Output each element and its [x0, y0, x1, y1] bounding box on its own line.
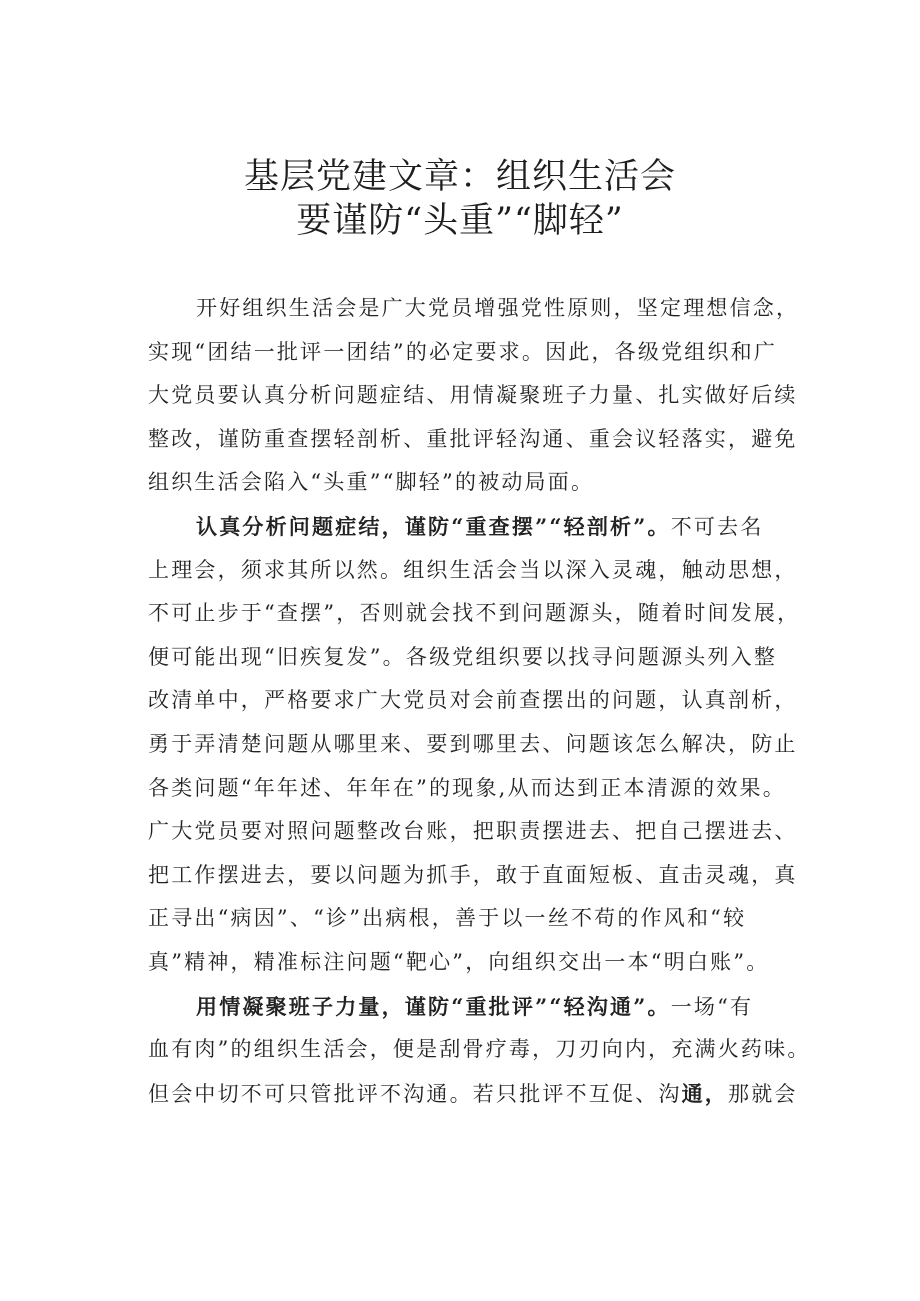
body-line-text: 一场“有 [670, 994, 754, 1019]
body-line-text: 大党员要认真分析问题症结、用情凝聚班子力量、扎实做好后续 [148, 383, 798, 408]
body-line-text-tail: 那就会 [728, 1081, 798, 1106]
body-line-text: 组织生活会陷入“头重”“脚轻”的被动局面。 [148, 470, 595, 495]
body-line [148, 287, 810, 331]
body-line-text: 广大党员要对照问题整改台账，把职责摆进去、把自己摆进去、 [148, 819, 798, 844]
body-line-bold-fragment: 通， [681, 1080, 729, 1106]
body-line-text: 开好组织生活会是广大党员增强党性原则，坚定理想信念， [196, 296, 800, 320]
body-line [148, 461, 810, 505]
body-line [148, 679, 810, 723]
document-title-line-2: 要谨防“头重”“脚轻” [296, 201, 624, 241]
body-line [148, 374, 810, 418]
body-line [148, 331, 810, 375]
body-line-text: 上理会，须求其所以然。组织生活会当以深入灵魂，触动思想， [148, 557, 798, 582]
document-body [148, 287, 810, 1115]
body-line-text: 各类问题“年年述、年年在”的现象,从而达到正本清源的效果。 [148, 775, 786, 800]
document-title-line-1: 基层党建文章：组织生活会 [243, 157, 676, 197]
body-line-text: 勇于弄清楚问题从哪里来、要到哪里去、问题该怎么解决，防止 [148, 731, 798, 756]
body-line [148, 985, 810, 1029]
body-line [148, 854, 810, 898]
body-line-text: 正寻出“病因”、“诊”出病根，善于以一丝不苟的作风和“较 [148, 906, 747, 931]
body-line [148, 592, 810, 636]
body-line-text: 但会中切不可只管批评不沟通。若只批评不互促、沟 [148, 1081, 682, 1106]
body-line [148, 941, 810, 985]
body-line [148, 767, 810, 811]
section-heading: 认真分析问题症结，谨防“重查摆”“轻剖析”。 [196, 513, 671, 539]
body-line [148, 418, 810, 462]
body-line [148, 897, 810, 941]
section-heading: 用情凝聚班子力量，谨防“重批评”“轻沟通”。 [196, 993, 671, 1019]
body-line [148, 1072, 810, 1116]
body-line-text: 真”精神，精准标注问题“靶心”，向组织交出一本“明白账”。 [148, 949, 770, 974]
body-line [148, 723, 810, 767]
body-line [148, 1028, 810, 1072]
body-line-text: 不可去名 [670, 514, 764, 539]
body-line-text: 整改，谨防重查摆轻剖析、重批评轻沟通、重会议轻落实，避免 [148, 426, 798, 451]
body-line [148, 810, 810, 854]
body-line [148, 636, 810, 680]
body-line-text: 不可止步于“查摆”，否则就会找不到问题源头，随着时间发展， [148, 601, 801, 626]
body-line-text: 把工作摆进去，要以问题为抓手，敢于直面短板、直击灵魂，真 [148, 862, 798, 887]
body-line-text: 血有肉”的组织生活会，便是刮骨疗毒，刀刃向内，充满火药味。 [148, 1037, 811, 1062]
body-line-text: 实现“团结一批评一团结”的必定要求。因此，各级党组织和广 [148, 339, 778, 364]
body-line [148, 505, 810, 549]
body-line [148, 549, 810, 593]
body-line-text: 改清单中，严格要求广大党员对会前查摆出的问题，认真剖析， [148, 688, 798, 713]
body-line-text: 便可能出现“旧疾复发”。各级党组织要以找寻问题源头列入整 [148, 644, 778, 669]
